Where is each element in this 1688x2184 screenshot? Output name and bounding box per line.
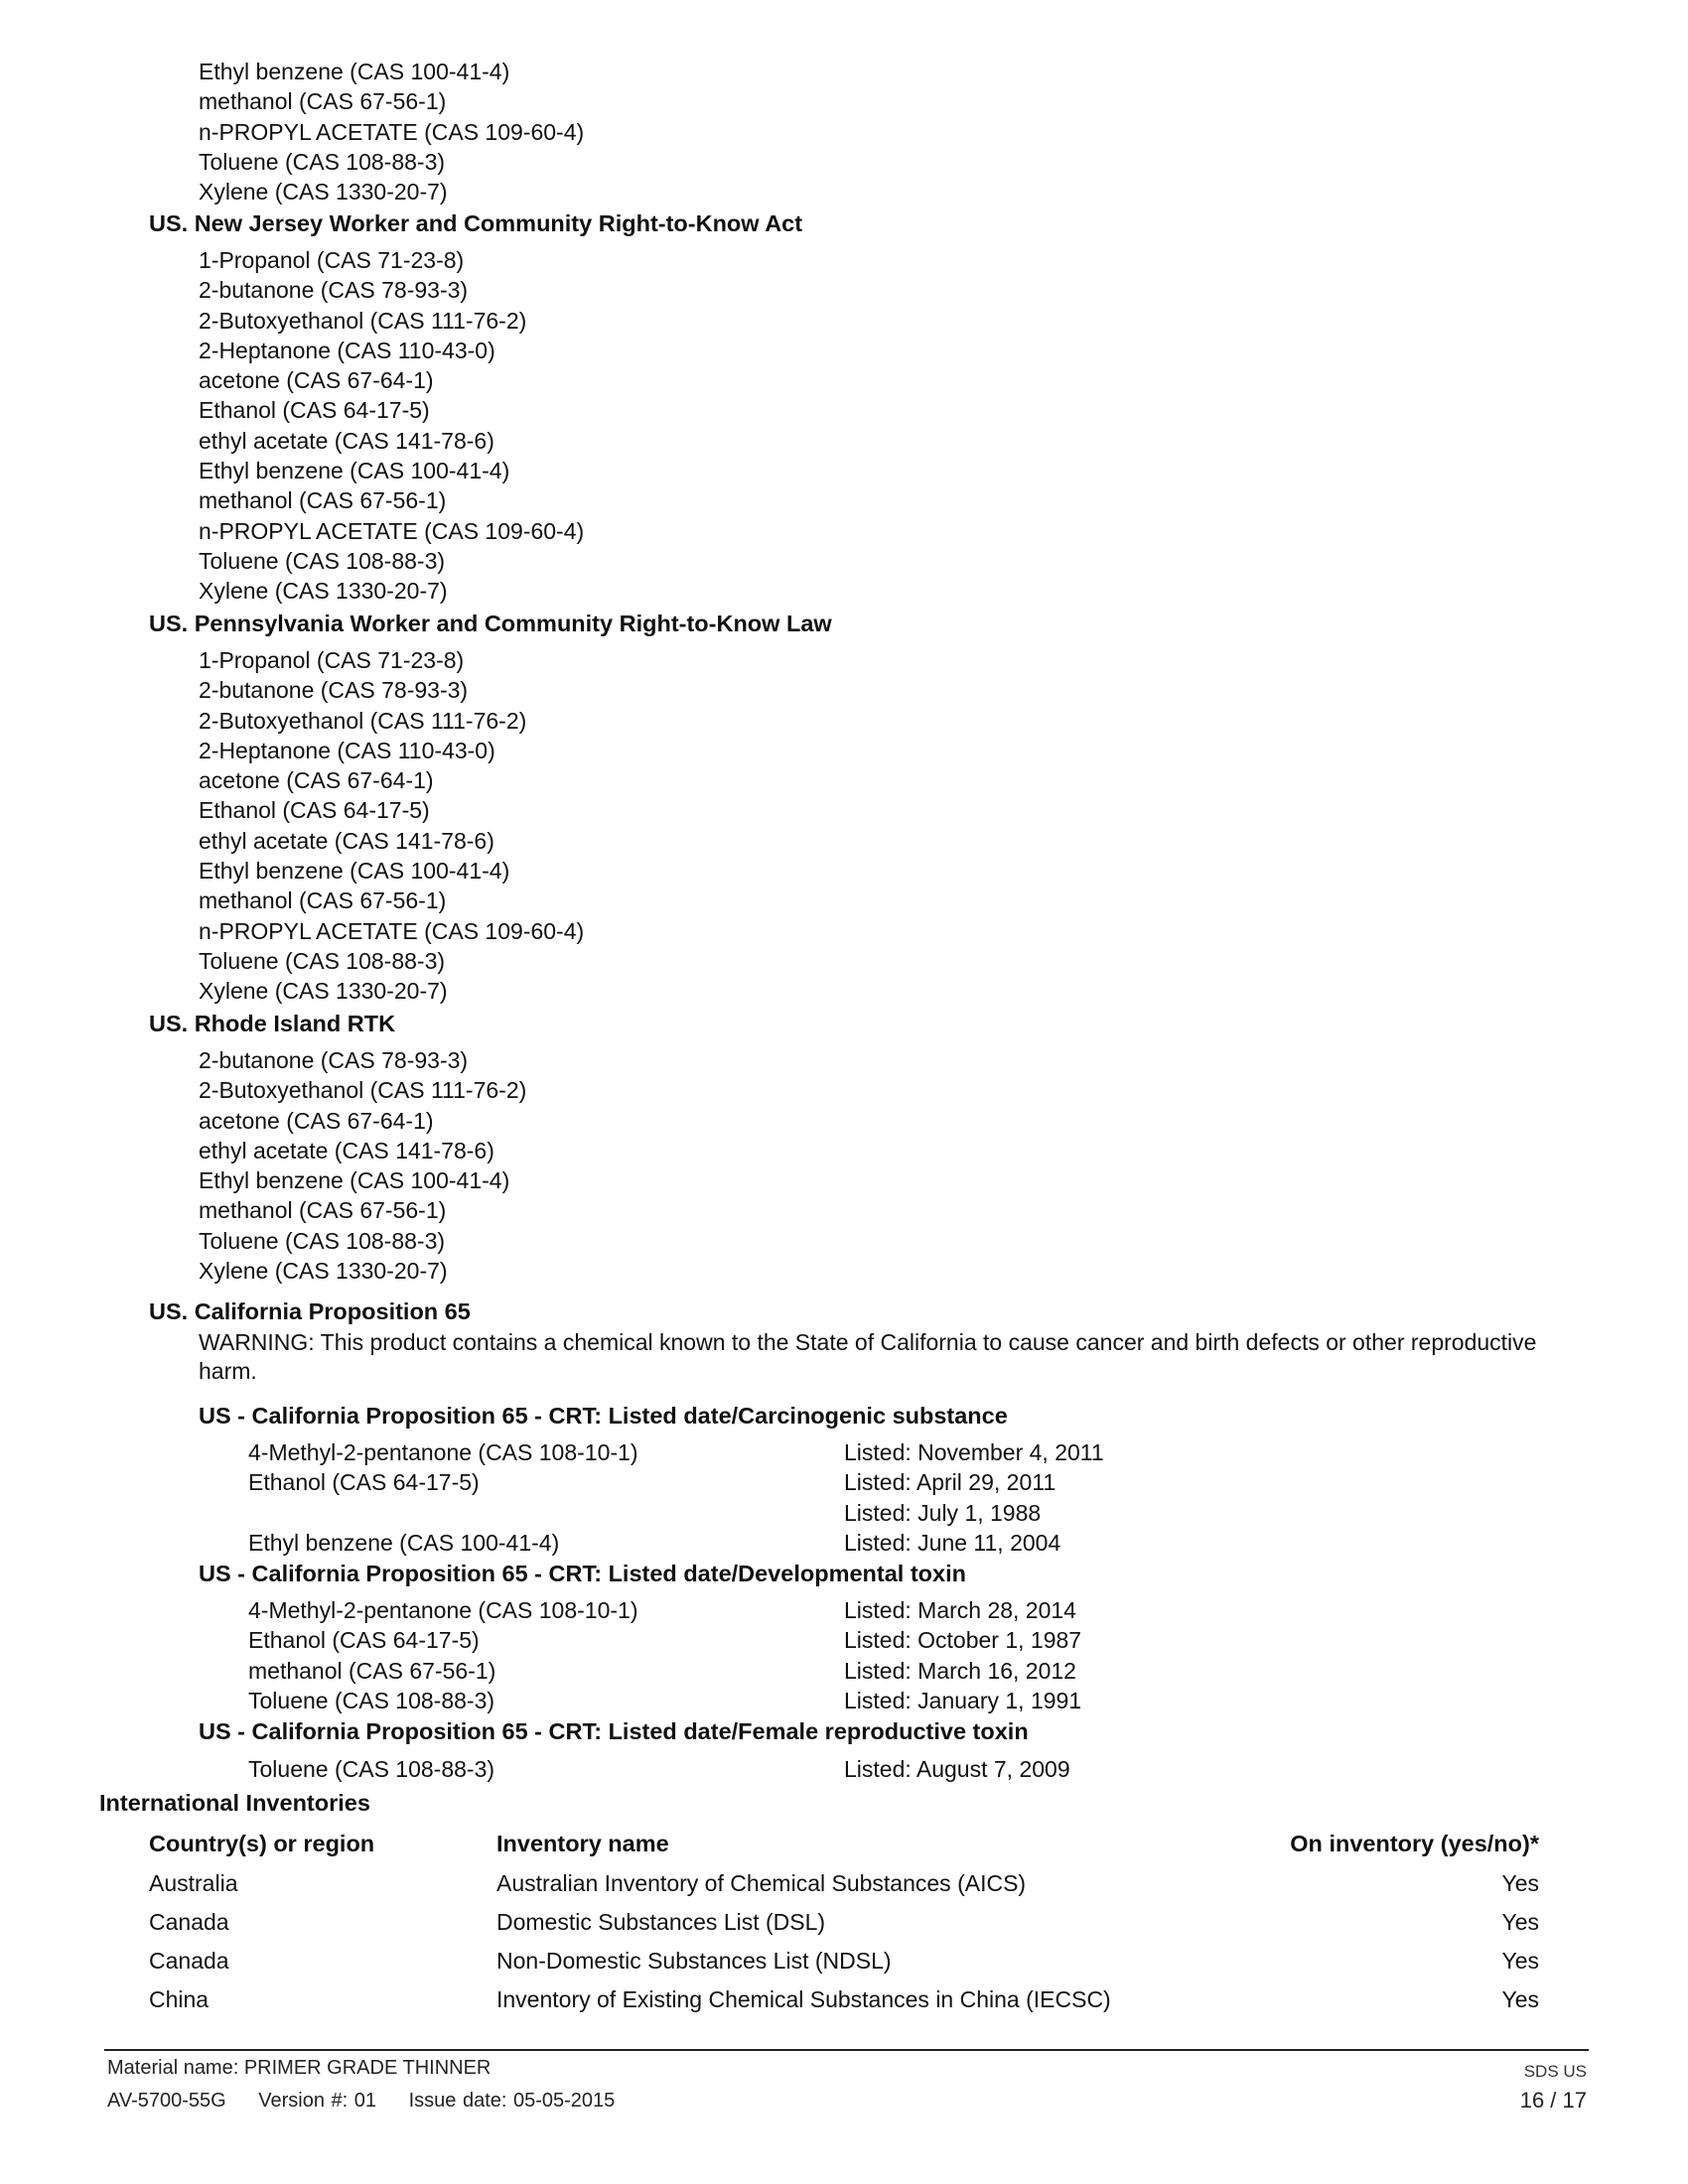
on-inventory-cell: Yes — [1501, 1986, 1539, 2012]
table-row — [149, 1942, 1589, 1980]
inventory-cell: Inventory of Existing Chemical Substances in China (IECSC) — [496, 1986, 1111, 2012]
list-item: Ethanol (CAS 64-17-5) — [199, 797, 430, 824]
list-item: 2-Butoxyethanol (CAS 111-76-2) — [199, 307, 527, 334]
list-item: n-PROPYL ACETATE (CAS 109-60-4) — [199, 517, 585, 544]
listed-date: Listed: April 29, 2011 — [844, 1469, 1056, 1496]
footer-page-number: 16 / 17 — [1519, 2088, 1587, 2113]
table-row — [149, 1980, 1589, 2019]
footer-doc-type: SDS US — [1523, 2062, 1587, 2081]
list-item: acetone (CAS 67-64-1) — [199, 367, 434, 394]
substance-name: Toluene (CAS 108-88-3) — [248, 1756, 495, 1782]
carcinogenic-heading: US - California Proposition 65 - CRT: Listed date/Carcinogenic substance — [199, 1403, 1008, 1429]
country-cell: Australia — [149, 1870, 238, 1896]
footer-divider — [104, 2049, 1589, 2051]
list-item: Xylene (CAS 1330-20-7) — [199, 1258, 448, 1285]
on-inventory-cell: Yes — [1501, 1948, 1539, 1974]
list-item: Xylene (CAS 1330-20-7) — [199, 578, 448, 605]
table-row — [149, 1903, 1589, 1942]
column-header-country: Country(s) or region — [149, 1831, 375, 1856]
substance-name: Ethanol (CAS 64-17-5) — [248, 1627, 480, 1654]
list-item: 1-Propanol (CAS 71-23-8) — [199, 647, 465, 673]
list-item: 2-butanone (CAS 78-93-3) — [199, 1047, 469, 1073]
footer-product-code: AV-5700-55G — [107, 2090, 226, 2112]
new-jersey-heading: US. New Jersey Worker and Community Right-to-Know Act — [149, 210, 803, 236]
pennsylvania-list — [199, 645, 584, 1007]
table-row — [149, 1864, 1589, 1903]
on-inventory-cell: Yes — [1501, 1870, 1539, 1896]
rhode-island-heading: US. Rhode Island RTK — [149, 1011, 396, 1036]
list-item: methanol (CAS 67-56-1) — [199, 88, 447, 115]
continued-substance-list — [199, 57, 584, 206]
footer-issue-date: Issue date: 05-05-2015 — [408, 2090, 616, 2112]
list-item: Ethanol (CAS 64-17-5) — [199, 397, 430, 424]
list-item: acetone (CAS 67-64-1) — [199, 1107, 434, 1134]
list-item: Toluene (CAS 108-88-3) — [199, 148, 446, 175]
list-item: methanol (CAS 67-56-1) — [199, 1197, 447, 1224]
listed-date: Listed: March 28, 2014 — [844, 1597, 1076, 1623]
footer-version: Version #: 01 — [258, 2090, 377, 2112]
column-header-inventory: Inventory name — [496, 1831, 669, 1856]
list-item: acetone (CAS 67-64-1) — [199, 767, 434, 794]
listed-date: Listed: October 1, 1987 — [844, 1627, 1082, 1654]
list-item: ethyl acetate (CAS 141-78-6) — [199, 1137, 494, 1163]
list-item: methanol (CAS 67-56-1) — [199, 487, 447, 514]
substance-name: methanol (CAS 67-56-1) — [248, 1657, 496, 1684]
inventory-table — [149, 1825, 1589, 2019]
new-jersey-list — [199, 245, 584, 607]
list-item: 1-Propanol (CAS 71-23-8) — [199, 247, 465, 273]
list-item: Toluene (CAS 108-88-3) — [199, 947, 446, 974]
country-cell: Canada — [149, 1948, 229, 1974]
list-item: methanol (CAS 67-56-1) — [199, 887, 447, 914]
prop65-warning-text: WARNING: This product contains a chemical known to the State of California to cause cancer and birth defects or other reproductive harm. — [199, 1329, 1537, 1384]
list-item: ethyl acetate (CAS 141-78-6) — [199, 827, 494, 854]
list-item: 2-butanone (CAS 78-93-3) — [199, 677, 469, 704]
rhode-island-list — [199, 1045, 526, 1286]
inventory-cell: Domestic Substances List (DSL) — [496, 1909, 826, 1935]
list-item: n-PROPYL ACETATE (CAS 109-60-4) — [199, 118, 585, 145]
list-item: 2-butanone (CAS 78-93-3) — [199, 277, 469, 304]
inventory-table-header — [149, 1825, 1589, 1864]
substance-name: 4-Methyl-2-pentanone (CAS 108-10-1) — [248, 1439, 638, 1465]
substance-name: Toluene (CAS 108-88-3) — [248, 1687, 495, 1713]
list-item: Toluene (CAS 108-88-3) — [199, 1227, 446, 1254]
list-item: 2-Butoxyethanol (CAS 111-76-2) — [199, 1077, 527, 1104]
column-header-on-inventory: On inventory (yes/no)* — [1290, 1831, 1539, 1856]
inventory-cell: Australian Inventory of Chemical Substances (AICS) — [496, 1870, 1027, 1896]
substance-name: Ethanol (CAS 64-17-5) — [248, 1469, 480, 1496]
list-item: 2-Butoxyethanol (CAS 111-76-2) — [199, 707, 527, 734]
listed-date: Listed: November 4, 2011 — [844, 1439, 1104, 1465]
substance-name: Ethyl benzene (CAS 100-41-4) — [248, 1529, 560, 1556]
pennsylvania-heading: US. Pennsylvania Worker and Community Right-to-Know Law — [149, 611, 832, 636]
list-item: Toluene (CAS 108-88-3) — [199, 547, 446, 574]
listed-date: Listed: January 1, 1991 — [844, 1687, 1082, 1713]
footer-document-meta — [107, 2089, 640, 2113]
substance-name: 4-Methyl-2-pentanone (CAS 108-10-1) — [248, 1597, 638, 1623]
listed-date: Listed: June 11, 2004 — [844, 1529, 1061, 1556]
list-item: ethyl acetate (CAS 141-78-6) — [199, 427, 494, 454]
listed-date: Listed: March 16, 2012 — [844, 1657, 1076, 1684]
list-item: n-PROPYL ACETATE (CAS 109-60-4) — [199, 917, 585, 944]
footer-material-name: Material name: PRIMER GRADE THINNER — [107, 2057, 492, 2079]
list-item: Ethyl benzene (CAS 100-41-4) — [199, 458, 510, 484]
list-item: Ethyl benzene (CAS 100-41-4) — [199, 1167, 510, 1194]
female-reproductive-heading: US - California Proposition 65 - CRT: Listed date/Female reproductive toxin — [199, 1718, 1029, 1744]
listed-date: Listed: August 7, 2009 — [844, 1756, 1070, 1782]
list-item: Ethyl benzene (CAS 100-41-4) — [199, 59, 510, 84]
country-cell: China — [149, 1986, 210, 2012]
developmental-heading: US - California Proposition 65 - CRT: Listed date/Developmental toxin — [199, 1561, 966, 1586]
listed-date: Listed: July 1, 1988 — [844, 1499, 1042, 1526]
list-item: 2-Heptanone (CAS 110-43-0) — [199, 337, 495, 363]
list-item: Xylene (CAS 1330-20-7) — [199, 179, 448, 205]
california-prop65-heading: US. California Proposition 65 — [149, 1298, 471, 1324]
country-cell: Canada — [149, 1909, 229, 1935]
list-item: 2-Heptanone (CAS 110-43-0) — [199, 737, 495, 763]
inventory-cell: Non-Domestic Substances List (NDSL) — [496, 1948, 892, 1974]
list-item: Ethyl benzene (CAS 100-41-4) — [199, 858, 510, 885]
international-inventories-heading: International Inventories — [99, 1790, 370, 1816]
list-item: Xylene (CAS 1330-20-7) — [199, 978, 448, 1005]
on-inventory-cell: Yes — [1501, 1909, 1539, 1935]
